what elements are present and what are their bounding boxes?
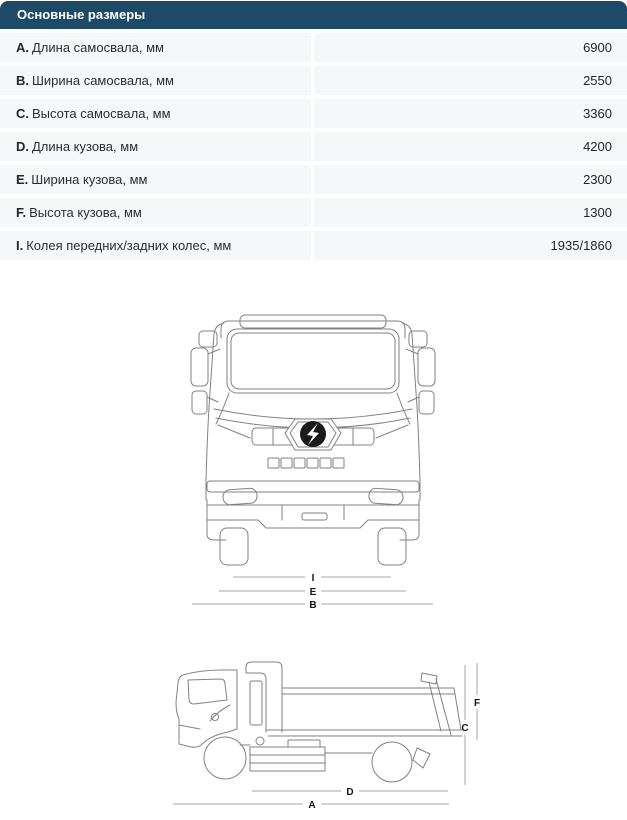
side-dimension-lines xyxy=(173,663,480,811)
shacman-badge-icon xyxy=(285,419,341,450)
dimension-label: B. Ширина самосвала, мм xyxy=(0,66,311,95)
dimensions-panel xyxy=(0,1,627,264)
truck-side-outline xyxy=(176,662,462,782)
panel-title: Основные размеры xyxy=(0,1,627,29)
dimension-label: I. Колея передних/задних колес, мм xyxy=(0,231,311,260)
table-row xyxy=(0,66,627,95)
dimension-value: 4200 xyxy=(314,132,627,161)
table-row xyxy=(0,33,627,62)
dimension-label: C. Высота самосвала, мм xyxy=(0,99,311,128)
dimension-letter: I. xyxy=(16,238,24,253)
truck-front-view-diagram xyxy=(188,312,438,612)
dimension-letter: B. xyxy=(16,73,29,88)
front-dimension-lines xyxy=(192,573,433,611)
dim-label-body-length: D xyxy=(346,787,354,798)
table-row xyxy=(0,231,627,260)
dimension-label: E. Ширина кузова, мм xyxy=(0,165,311,194)
dimension-label: F. Высота кузова, мм xyxy=(0,198,311,227)
dim-label-overall-length: A xyxy=(308,800,316,811)
dim-label-body-width: E xyxy=(309,587,317,598)
dimension-label: A. Длина самосвала, мм xyxy=(0,33,311,62)
truck-side-view-diagram xyxy=(170,655,490,820)
dimension-value: 3360 xyxy=(314,99,627,128)
dimension-letter: E. xyxy=(16,172,29,187)
dimension-letter: C. xyxy=(16,106,29,121)
table-row xyxy=(0,132,627,161)
table-row xyxy=(0,165,627,194)
dimension-value: 1935/1860 xyxy=(314,231,627,260)
dim-label-body-height: F xyxy=(473,698,481,709)
dimension-value: 6900 xyxy=(314,33,627,62)
dimension-letter: A. xyxy=(16,40,29,55)
dimension-letter: D. xyxy=(16,139,29,154)
dim-label-overall-width: B xyxy=(309,600,317,611)
table-row xyxy=(0,99,627,128)
dim-label-track-width: I xyxy=(311,573,315,584)
dimension-letter: F. xyxy=(16,205,27,220)
dimension-value: 2550 xyxy=(314,66,627,95)
dimension-value: 2300 xyxy=(314,165,627,194)
table-row xyxy=(0,198,627,227)
dim-label-overall-height: C xyxy=(461,723,469,734)
dimension-label: D. Длина кузова, мм xyxy=(0,132,311,161)
dimension-value: 1300 xyxy=(314,198,627,227)
